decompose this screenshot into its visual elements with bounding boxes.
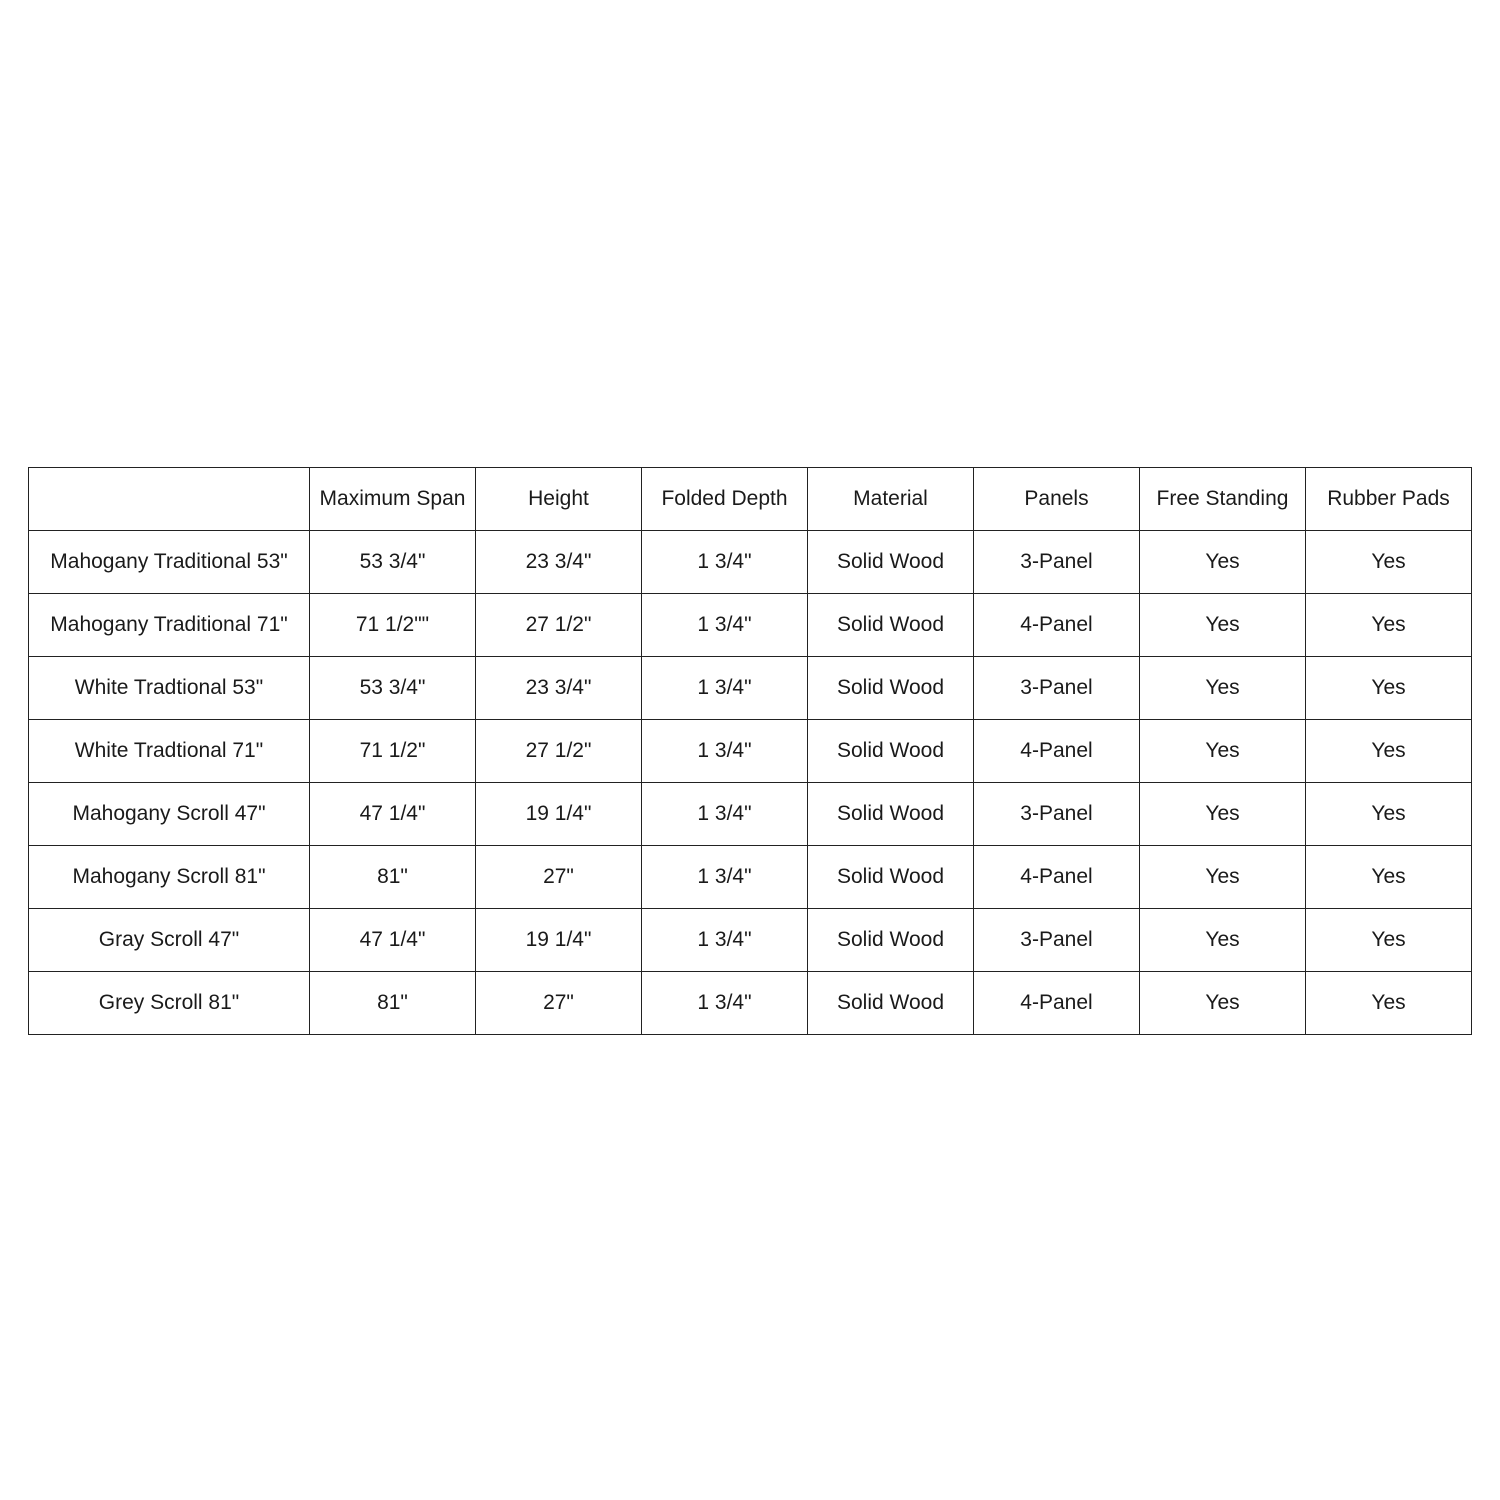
table-cell: Yes <box>1140 972 1306 1035</box>
table-cell: 47 1/4" <box>310 783 476 846</box>
table-cell: 1 3/4" <box>642 972 808 1035</box>
corner-cell <box>29 468 310 531</box>
table-cell: 3-Panel <box>974 909 1140 972</box>
table-cell: 19 1/4" <box>476 909 642 972</box>
table-cell: Yes <box>1306 657 1472 720</box>
table-cell: 71 1/2" <box>310 720 476 783</box>
table-cell: Yes <box>1306 720 1472 783</box>
table-cell: 53 3/4" <box>310 657 476 720</box>
table-cell: Yes <box>1306 846 1472 909</box>
header-material: Material <box>808 468 974 531</box>
row-label: White Tradtional 53" <box>29 657 310 720</box>
table-cell: Solid Wood <box>808 657 974 720</box>
table-cell: 27 1/2" <box>476 720 642 783</box>
table-cell: 1 3/4" <box>642 909 808 972</box>
table-cell: 1 3/4" <box>642 846 808 909</box>
table-cell: Solid Wood <box>808 531 974 594</box>
table-cell: 27 1/2" <box>476 594 642 657</box>
table-row <box>29 909 1472 972</box>
header-free-standing: Free Standing <box>1140 468 1306 531</box>
table-cell: 23 3/4" <box>476 531 642 594</box>
table-cell: Yes <box>1140 720 1306 783</box>
row-label: Mahogany Traditional 53" <box>29 531 310 594</box>
table-cell: 3-Panel <box>974 531 1140 594</box>
table-row <box>29 594 1472 657</box>
table-header-row <box>29 468 1472 531</box>
table-cell: Yes <box>1140 594 1306 657</box>
table-cell: 3-Panel <box>974 657 1140 720</box>
table-cell: 71 1/2"" <box>310 594 476 657</box>
table-cell: 47 1/4" <box>310 909 476 972</box>
table-row <box>29 657 1472 720</box>
header-maximum-span: Maximum Span <box>310 468 476 531</box>
table-row <box>29 846 1472 909</box>
table-cell: 4-Panel <box>974 846 1140 909</box>
table-cell: 4-Panel <box>974 594 1140 657</box>
header-rubber-pads: Rubber Pads <box>1306 468 1472 531</box>
table-cell: Yes <box>1306 909 1472 972</box>
table-row <box>29 531 1472 594</box>
table-cell: 19 1/4" <box>476 783 642 846</box>
table-cell: Yes <box>1306 783 1472 846</box>
table-cell: 53 3/4" <box>310 531 476 594</box>
table-cell: 81" <box>310 846 476 909</box>
table-cell: Yes <box>1140 531 1306 594</box>
row-label: White Tradtional 71" <box>29 720 310 783</box>
table-cell: Solid Wood <box>808 972 974 1035</box>
row-label: Gray Scroll 47" <box>29 909 310 972</box>
table-cell: Solid Wood <box>808 846 974 909</box>
table-cell: Yes <box>1306 594 1472 657</box>
specification-table <box>28 467 1472 1035</box>
table-cell: Yes <box>1140 783 1306 846</box>
header-folded-depth: Folded Depth <box>642 468 808 531</box>
table-cell: 1 3/4" <box>642 783 808 846</box>
header-height: Height <box>476 468 642 531</box>
table-cell: Yes <box>1306 531 1472 594</box>
row-label: Grey Scroll 81" <box>29 972 310 1035</box>
table-cell: 81" <box>310 972 476 1035</box>
table-cell: Yes <box>1140 657 1306 720</box>
table-cell: 1 3/4" <box>642 720 808 783</box>
row-label: Mahogany Scroll 47" <box>29 783 310 846</box>
row-label: Mahogany Scroll 81" <box>29 846 310 909</box>
table-cell: Yes <box>1140 846 1306 909</box>
table-cell: 4-Panel <box>974 972 1140 1035</box>
table-cell: 27" <box>476 846 642 909</box>
table-cell: Yes <box>1140 909 1306 972</box>
table-cell: Solid Wood <box>808 783 974 846</box>
table-cell: Yes <box>1306 972 1472 1035</box>
table-cell: 23 3/4" <box>476 657 642 720</box>
table-cell: Solid Wood <box>808 720 974 783</box>
table-cell: 1 3/4" <box>642 531 808 594</box>
table-row <box>29 783 1472 846</box>
header-panels: Panels <box>974 468 1140 531</box>
table-cell: Solid Wood <box>808 594 974 657</box>
table-cell: Solid Wood <box>808 909 974 972</box>
table-cell: 1 3/4" <box>642 594 808 657</box>
table-cell: 27" <box>476 972 642 1035</box>
row-label: Mahogany Traditional 71" <box>29 594 310 657</box>
table-row <box>29 972 1472 1035</box>
table-cell: 4-Panel <box>974 720 1140 783</box>
table-row <box>29 720 1472 783</box>
table-cell: 3-Panel <box>974 783 1140 846</box>
table-cell: 1 3/4" <box>642 657 808 720</box>
